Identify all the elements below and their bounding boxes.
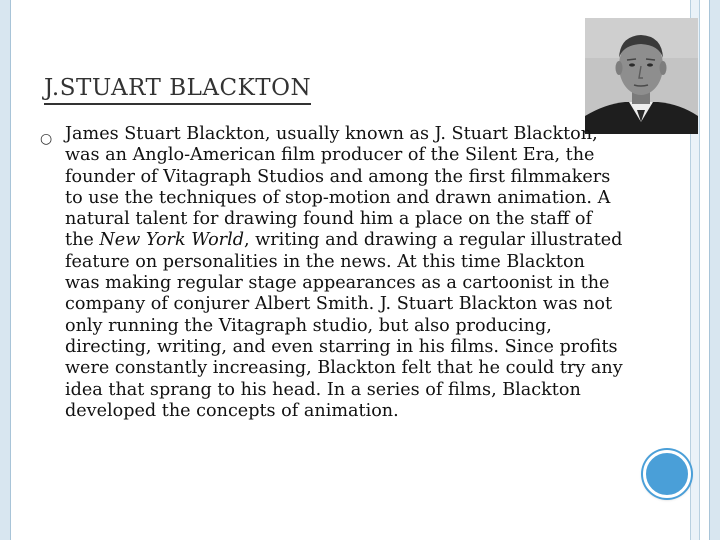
- slide-title: J.STUART BLACKTON: [44, 74, 311, 105]
- right-frame-outer-border: [709, 0, 720, 540]
- paragraph-italic-newspaper: New York World: [99, 230, 244, 251]
- body-paragraph: [65, 124, 625, 422]
- portrait-illustration: [585, 18, 698, 134]
- decorative-circle: [643, 450, 691, 498]
- portrait-photo: [585, 18, 698, 134]
- paragraph-text-part-2: , writing and drawing a regular illustrated feature on personalities in the news. At this time Blackton was making regular stage appearances as a cartoonist in the company of conjurer Albert Smith. J. Stuart Blackton was not only running the Vitagraph studio, but also producing, directing, writing, and even starring in his films. Since profits were constantly increasing, Blackton felt that he could try any idea that sprang to his head. In a series of films, Blackton developed the concepts of animation.: [65, 230, 623, 421]
- paragraph-text-part-1: James Stuart Blackton, usually known as J. Stuart Blackton, was an Anglo-American film producer of the Silent Era, the founder of Vitagraph Studios and among the first filmmakers to use the techniques of stop-motion and drawn animation. A natural talent for drawing found him a place on the staff of the: [65, 124, 611, 251]
- hollow-circle-bullet-icon: ○: [40, 131, 53, 147]
- left-frame-border: [0, 0, 11, 540]
